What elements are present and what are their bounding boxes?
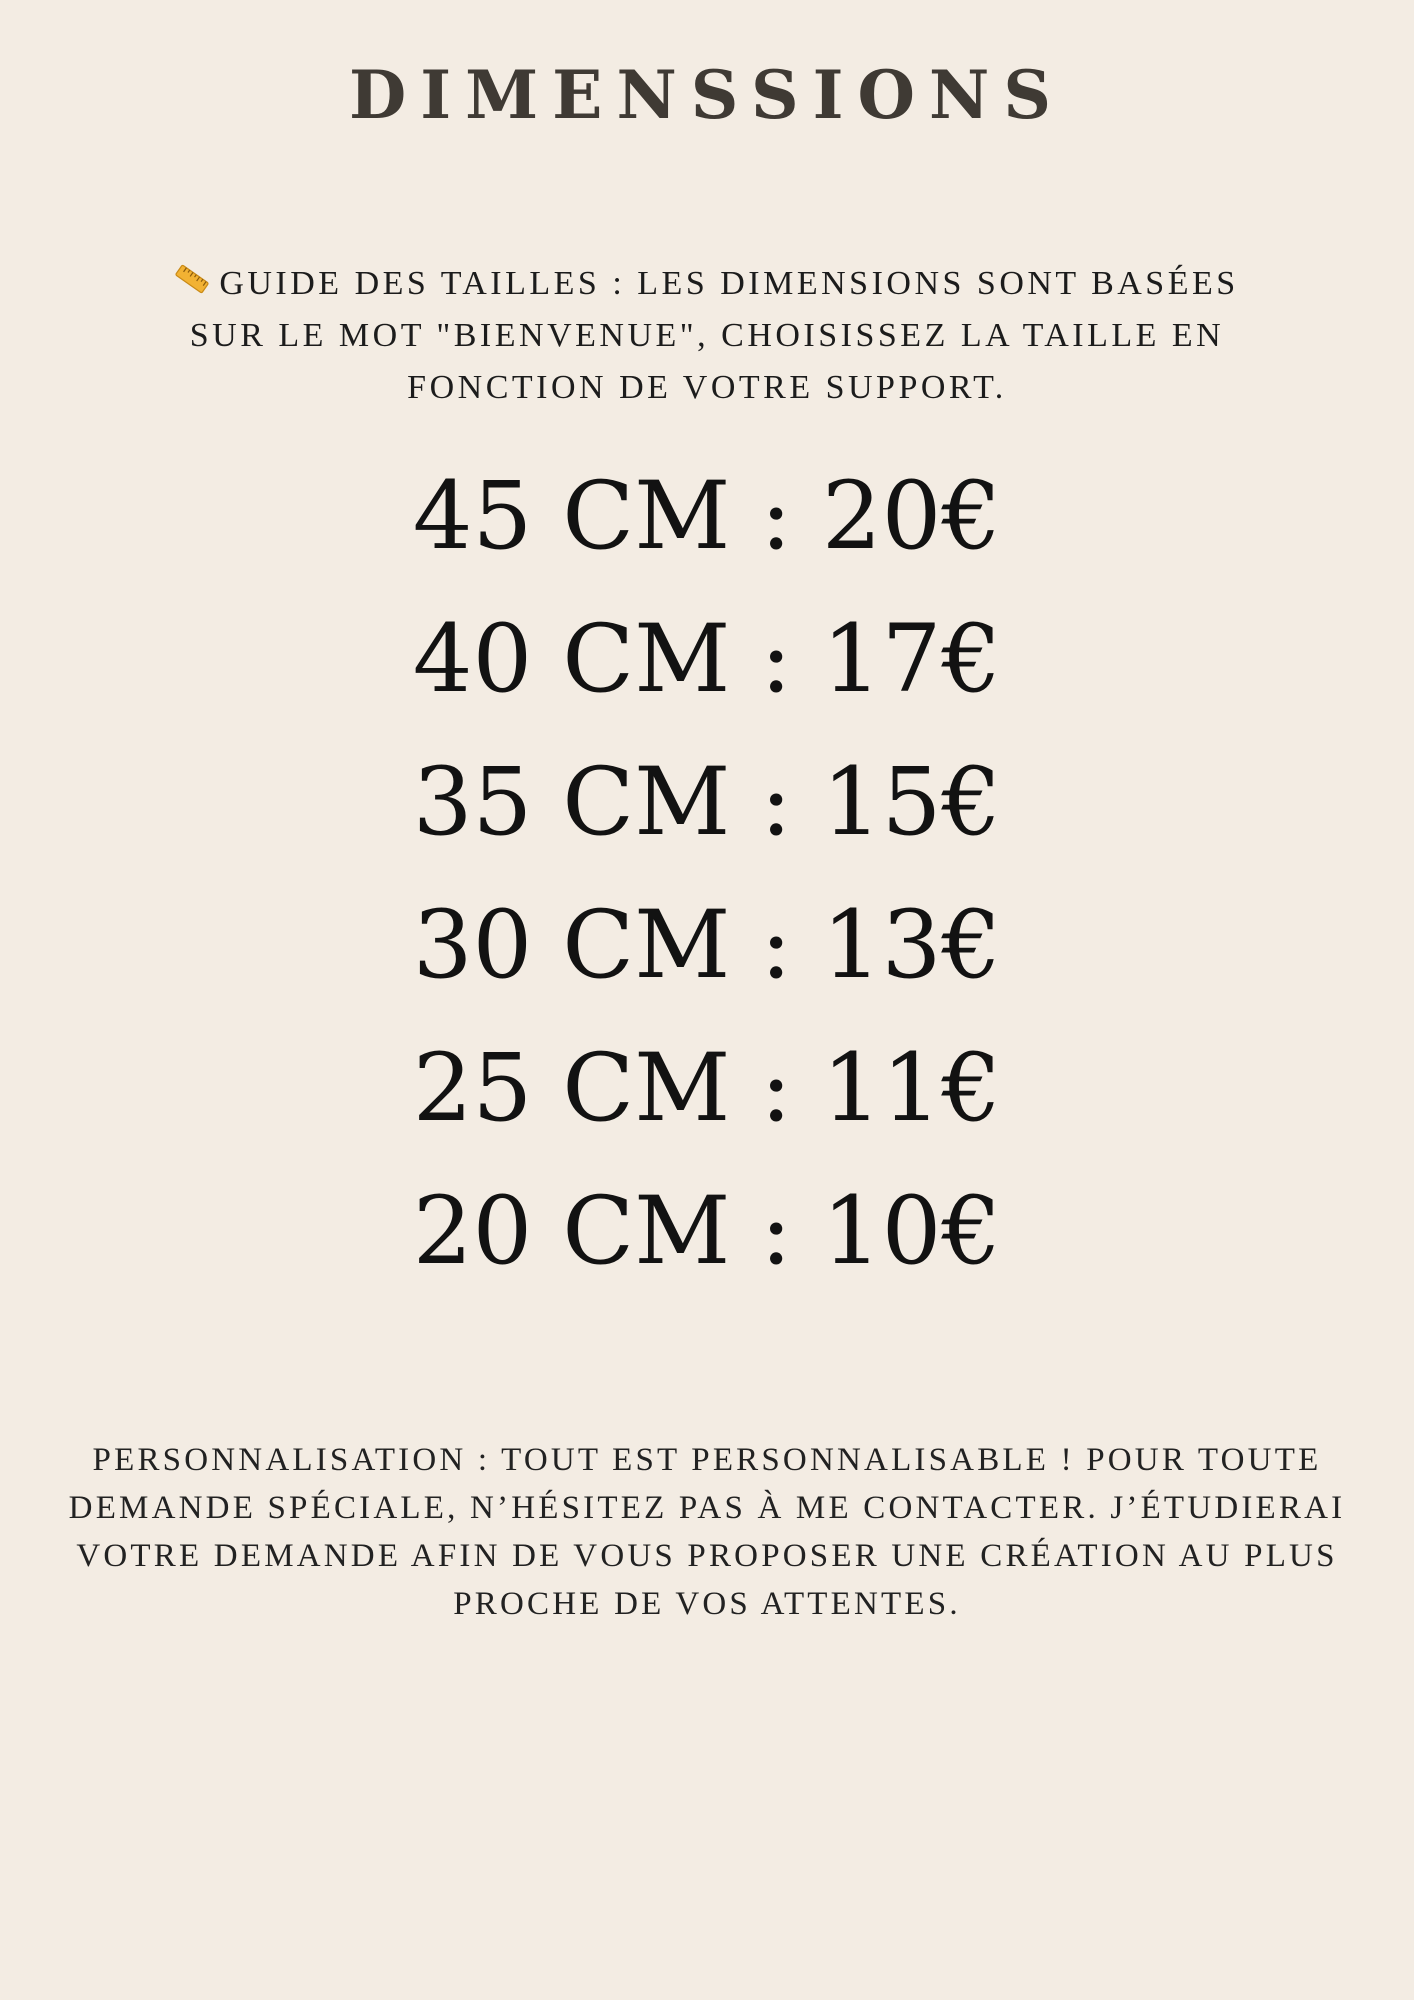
personalisation-note: PERSONNALISATION : TOUT EST PERSONNALISABLE ! POUR TOUTE DEMANDE SPÉCIALE, N’HÉSITEZ PAS À ME CONTACTER. J’ÉTUDIERAI VOTRE DEMANDE AFIN DE VOUS PROPOSER UNE CRÉATION AU PLUS PROCHE DE VOS ATTENTES. bbox=[68, 1442, 1346, 1622]
price-row-25cm: 25 CM : 11€ bbox=[412, 1034, 1002, 1143]
price-row-45cm: 45 CM : 20€ bbox=[412, 462, 1002, 571]
price-row-35cm: 35 CM : 15€ bbox=[412, 748, 1002, 857]
straight-ruler-icon bbox=[175, 260, 209, 294]
size-guide-text: GUIDE DES TAILLES : LES DIMENSIONS SONT BASÉES SUR LE MOT "BIENVENUE", CHOISISSEZ LA TAILLE EN FONCTION DE VOTRE SUPPORT. bbox=[189, 265, 1239, 406]
price-row-30cm: 30 CM : 13€ bbox=[412, 891, 1002, 1000]
size-guide bbox=[140, 258, 1274, 414]
page-title: DIMENSSIONS bbox=[348, 56, 1066, 134]
price-row-40cm: 40 CM : 17€ bbox=[412, 605, 1002, 714]
price-row-20cm: 20 CM : 10€ bbox=[412, 1177, 1002, 1286]
